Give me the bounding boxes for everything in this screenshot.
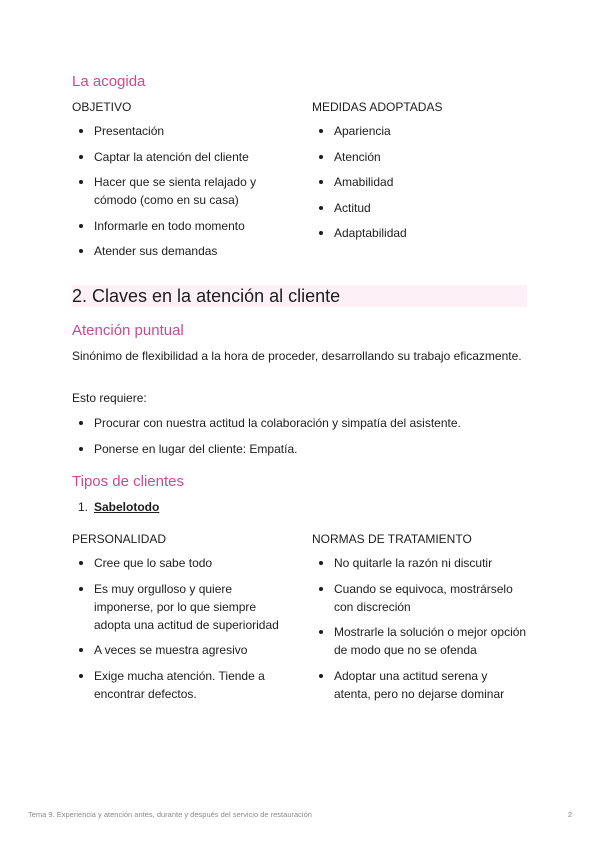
medidas-label: MEDIDAS ADOPTADAS [312, 100, 443, 114]
list-item: Atender sus demandas [72, 242, 287, 260]
client-type-item [72, 499, 159, 515]
list-item: Procurar con nuestra actitud la colaboración y simpatía del asistente. [72, 414, 527, 432]
section-heading: 2. Claves en la atención al cliente [72, 286, 341, 306]
list-item: Es muy orgulloso y quiere imponerse, por lo que siempre adopta una actitud de superioridad [72, 580, 287, 634]
list-item: Hacer que se sienta relajado y cómodo (como en su casa) [72, 173, 287, 209]
requires-text: Esto requiere: [72, 391, 147, 405]
list-item: Actitud [312, 199, 527, 217]
list-item: Cuando se equivoca, mostrárselo con discreción [312, 580, 527, 616]
list-item: Atención [312, 148, 527, 166]
atencion-heading: Atención puntual [72, 322, 184, 339]
normas-label: NORMAS DE TRATAMIENTO [312, 532, 472, 546]
list-item: Ponerse en lugar del cliente: Empatía. [72, 440, 527, 458]
list-item: Amabilidad [312, 173, 527, 191]
page-number: 2 [567, 810, 572, 819]
acogida-heading: La acogida [72, 73, 146, 90]
list-item: Cree que lo sabe todo [72, 554, 287, 572]
atencion-paragraph: Sinónimo de flexibilidad a la hora de proceder, desarrollando su trabajo eficazmente. [72, 349, 522, 363]
requires-list [72, 414, 527, 465]
personalidad-list [72, 554, 287, 710]
footer-text: Tema 9. Experiencia y atención antes, durante y después del servicio de restauración [28, 810, 312, 819]
normas-list [312, 554, 527, 710]
medidas-list [312, 122, 527, 250]
list-item: Captar la atención del cliente [72, 148, 287, 166]
list-item: No quitarle la razón ni discutir [312, 554, 527, 572]
list-number: 1. [78, 500, 89, 514]
list-item: Mostrarle la solución o mejor opción de modo que no se ofenda [312, 623, 527, 659]
objetivo-label: OBJETIVO [72, 100, 132, 114]
list-item: Adaptabilidad [312, 224, 527, 242]
objetivo-list [72, 122, 287, 268]
list-item: Adoptar una actitud serena y atenta, pero no dejarse dominar [312, 667, 527, 703]
list-item: Apariencia [312, 122, 527, 140]
list-item: A veces se muestra agresivo [72, 641, 287, 659]
tipos-heading: Tipos de clientes [72, 473, 185, 490]
list-item: Informarle en todo momento [72, 217, 287, 235]
page-footer [28, 810, 572, 819]
list-item: Exige mucha atención. Tiende a encontrar defectos. [72, 667, 287, 703]
list-item: Presentación [72, 122, 287, 140]
client-type-name: Sabelotodo [94, 500, 160, 514]
personalidad-label: PERSONALIDAD [72, 532, 167, 546]
